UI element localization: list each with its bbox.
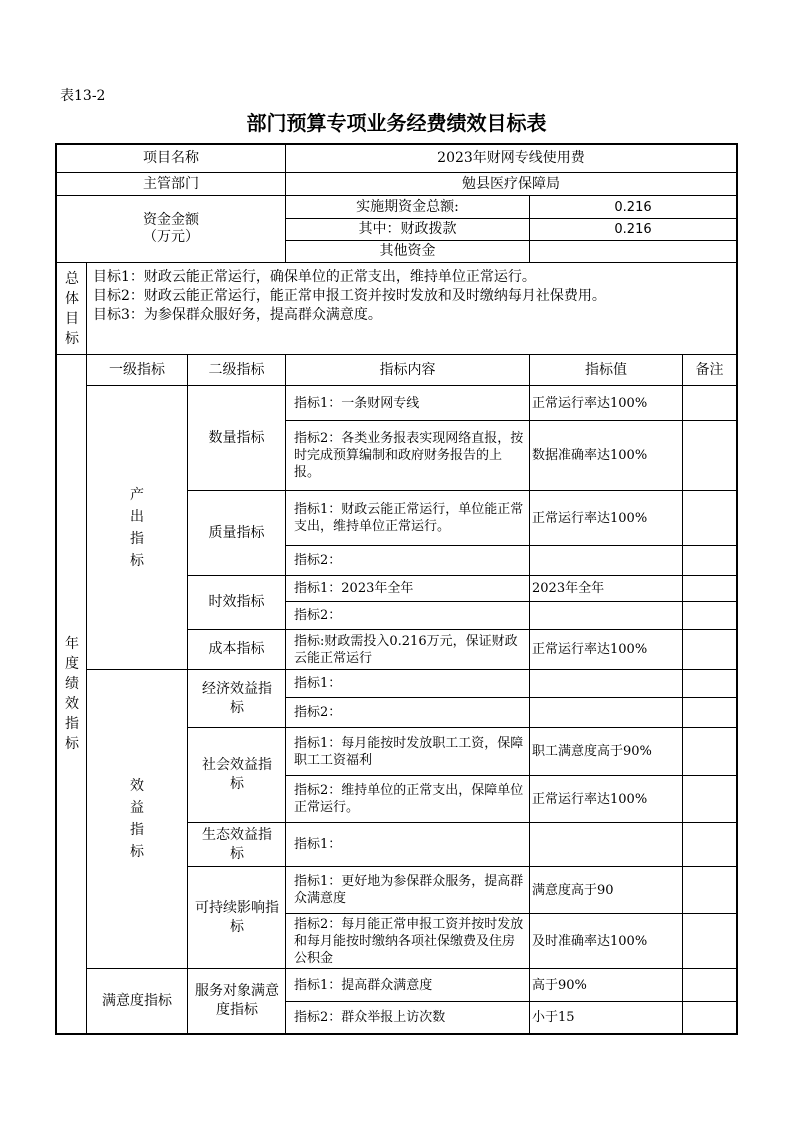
indicator-content: 指标1：一条财网专线 (294, 395, 420, 411)
header-content: 指标内容 (379, 361, 436, 378)
cost-indicators-label: 成本指标 (208, 641, 265, 657)
benefit-indicators-label: 效益指标 (130, 778, 144, 860)
satisfaction-indicators-label: 满意度指标 (102, 992, 172, 1009)
indicator-value: 及时准确率达100% (532, 933, 648, 949)
goal-line: 目标3：为参保群众服好务，提高群众满意度。 (93, 307, 382, 323)
timeliness-indicators-label: 时效指标 (208, 594, 265, 610)
indicator-value: 职工满意度高于90% (532, 744, 652, 759)
indicator-value (530, 602, 682, 629)
indicator-value (530, 823, 682, 866)
indicator-value: 数据准确率达100% (532, 448, 648, 463)
social-benefit-label: 社会效益指标 (202, 757, 272, 792)
indicator-value: 正常运行率达100% (532, 642, 648, 657)
service-satisfaction-label: 服务对象满意度指标 (195, 983, 279, 1018)
ecological-benefit-label: 生态效益指标 (202, 826, 272, 862)
project-name-label: 项目名称 (143, 150, 199, 166)
indicator-content: 指标2：维持单位的正常支出，保障单位正常运行。 (294, 783, 524, 815)
quality-indicators-label: 质量指标 (208, 524, 265, 541)
goal-line: 目标1：财政云能正常运行，确保单位的正常支出，维持单位正常运行。 (93, 269, 536, 285)
indicator-value: 正常运行率达100% (532, 791, 648, 807)
indicator-content: 指标2：每月能正常申报工资并按时发放和每月能按时缴纳各项社保缴费及住房公积金 (294, 916, 524, 966)
other-funds-label: 其他资金 (379, 243, 436, 259)
header-value: 指标值 (585, 361, 627, 378)
indicator-value (530, 546, 682, 575)
indicator-content: 指标:财政需投入0.216万元，保证财政云能正常运行 (294, 633, 518, 666)
indicator-content: 指标1： (294, 837, 342, 852)
indicator-value: 正常运行率达100% (532, 395, 648, 411)
indicator-content: 指标1：提高群众满意度 (294, 977, 433, 993)
indicator-value: 2023年全年 (532, 581, 605, 596)
indicator-content: 指标1：财政云能正常运行，单位能正常支出，维持单位正常运行。 (294, 502, 524, 534)
indicator-content: 指标1：更好地为参保群众服务，提高群众满意度 (294, 874, 524, 906)
indicator-value (530, 670, 682, 697)
indicator-content: 指标1：2023年全年 (294, 581, 414, 596)
table-number: 表13-2 (60, 88, 106, 104)
project-name-value: 2023年财网专线使用费 (437, 150, 585, 166)
total-funds-label: 实施期资金总额: (356, 198, 459, 215)
header-level1: 一级指标 (109, 361, 165, 378)
indicator-content: 指标2： (294, 608, 342, 623)
header-level2: 二级指标 (208, 361, 265, 378)
department-value: 勉县医疗保障局 (462, 175, 560, 192)
overall-goals-list (93, 268, 733, 325)
indicator-content: 指标1：每月能按时发放职工工资，保障职工工资福利 (294, 735, 524, 768)
sustainable-impact-label: 可持续影响指标 (195, 899, 279, 935)
department-label: 主管部门 (143, 175, 199, 192)
indicator-value: 满意度高于90 (532, 882, 614, 898)
indicator-value: 小于15 (532, 1010, 575, 1025)
indicator-content: 指标2：各类业务报表实现网络直报，按时完成预算编制和政府财务报告的上报。 (294, 431, 524, 480)
indicator-content: 指标2： (294, 553, 342, 568)
quantity-indicators-label: 数量指标 (208, 429, 265, 446)
goal-line: 目标2：财政云能正常运行，能正常申报工资并按时发放和及时缴纳每月社保费用。 (93, 288, 606, 304)
header-note: 备注 (695, 361, 724, 378)
indicator-value: 正常运行率达100% (532, 510, 648, 526)
indicator-value: 高于90% (532, 977, 587, 993)
indicator-content: 指标2：群众举报上访次数 (294, 1010, 446, 1025)
indicator-content: 指标2： (294, 705, 342, 720)
annual-indicators-label: 年度绩效指标 (65, 636, 79, 752)
page-title: 部门预算专项业务经费绩效目标表 (246, 111, 547, 135)
funds-label: 资金金额 （万元） (143, 212, 199, 245)
fiscal-funds-label: 其中：财政拨款 (358, 221, 457, 237)
other-funds-value (530, 241, 736, 262)
total-funds-value: 0.216 (614, 199, 652, 215)
fiscal-funds-value: 0.216 (614, 222, 652, 237)
overall-goals-label: 总体目标 (65, 270, 79, 347)
economic-benefit-label: 经济效益指标 (202, 680, 272, 716)
indicator-value (530, 698, 682, 727)
output-indicators-label: 产出指标 (130, 486, 144, 569)
indicator-content: 指标1： (294, 676, 342, 691)
